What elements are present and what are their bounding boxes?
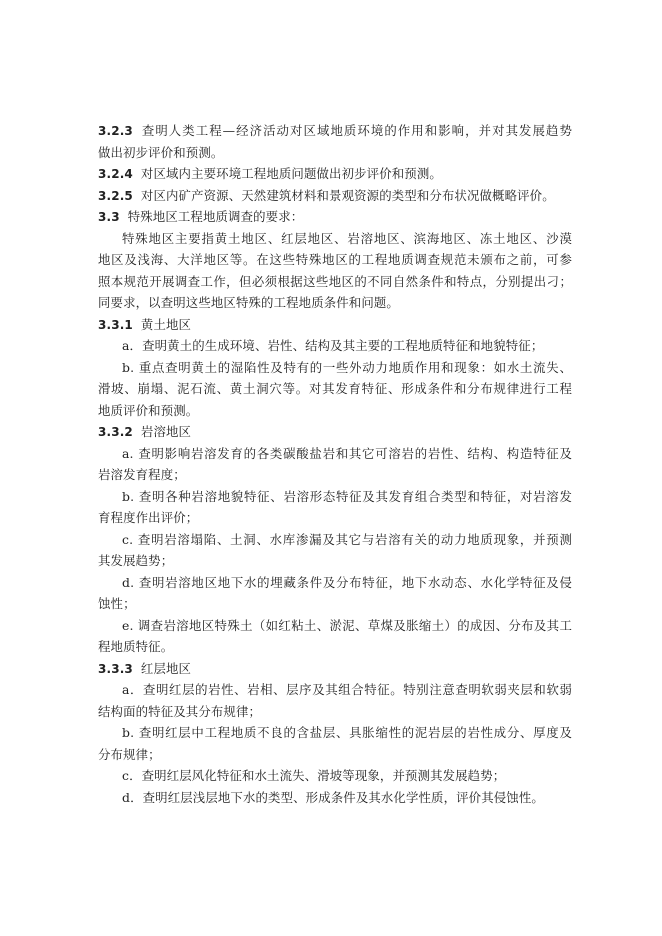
karst-item-a-line-2: 岩溶发育程度；	[98, 467, 186, 482]
clause-text: 黄土地区	[140, 316, 192, 332]
loess-item-b-line-2: 滑坡、崩塌、泥石流、黄土洞穴等。对其发育特征、形成条件和分布规律进行工程	[98, 381, 572, 396]
clause-3-2-4	[98, 163, 572, 185]
redbed-item-b-line-1: b. 查明红层中工程地质不良的含盐层、具胀缩性的泥岩层的岩性成分、厚度及	[122, 725, 572, 740]
clause-3-2-3-line-2: 做出初步评价和预测。	[98, 144, 224, 160]
clause-text: 特殊地区工程地质调查的要求：	[127, 209, 304, 224]
karst-item-e-line-1: e. 调查岩溶地区特殊土（如红粘土、淤泥、草煤及胀缩土）的成因、分布及其工	[122, 617, 572, 633]
karst-item-e-line-2: 程地质特征。	[98, 639, 174, 654]
clause-3-3-3-heading	[98, 658, 572, 680]
clause-number: 3.2.4	[98, 167, 133, 181]
redbed-item-d: d．查明红层浅层地下水的类型、形成条件及其水化学性质，评价其侵蚀性。	[122, 789, 544, 805]
clause-text: 红层地区	[140, 660, 192, 676]
karst-item-b-line-2: 育程度作出评价；	[98, 510, 199, 525]
karst-item-b-line-1: b. 查明各种岩溶地貌特征、岩溶形态特征及其发育组合类型和特征，对岩溶发	[122, 488, 572, 504]
clause-number: 3.2.5	[98, 188, 133, 203]
redbed-item-c: c．查明红层风化特征和水土流失、滑坡等现象，并预测其发展趋势；	[122, 768, 506, 783]
loess-item-b-line-1: b. 重点查明黄土的湿陷性及特有的一些外动力地质作用和现象：如水土流失、	[122, 359, 572, 375]
clause-number: 3.3.1	[98, 317, 133, 332]
redbed-item-a-line-1: a．查明红层的岩性、岩相、层序及其组合特征。特别注意查明软弱夹层和软弱	[122, 682, 572, 697]
clause-text: 岩溶地区	[140, 424, 192, 439]
clause-number: 3.3.3	[98, 661, 133, 676]
karst-item-a-line-1: a. 查明影响岩溶发育的各类碳酸盐岩和其它可溶岩的岩性、结构、构造特征及	[122, 445, 572, 461]
clause-3-3-1-heading	[98, 314, 572, 336]
intro-line-3: 照本规范开展调查工作，但必须根据这些地区的不同自然条件和特点，分别提出刁；	[98, 273, 572, 289]
document-page	[98, 120, 572, 808]
redbed-item-a-line-2: 结构面的特征及其分布规律；	[98, 703, 262, 719]
intro-line-4: 同要求，以查明这些地区特殊的工程地质条件和问题。	[98, 295, 399, 310]
clause-text: 对区域内主要环境工程地质问题做出初步评价和预测。	[140, 166, 442, 181]
intro-line-2: 地区及浅海、大洋地区等。在这些特殊地区的工程地质调查规范未颁布之前，可参	[98, 252, 572, 267]
clause-3-2-5	[98, 185, 572, 207]
section-3-3-heading	[98, 206, 572, 228]
loess-item-b-line-3: 地质评价和预测。	[98, 402, 199, 418]
clause-3-2-3-line-1	[98, 120, 572, 142]
loess-item-a: a．查明黄土的生成环境、岩性、结构及其主要的工程地质特征和地貌特征；	[122, 338, 544, 353]
karst-item-c-line-1: c. 查明岩溶塌陷、土洞、水库渗漏及其它与岩溶有关的动力地质现象，并预测	[122, 531, 572, 547]
intro-line-1: 特殊地区主要指黄土地区、红层地区、岩溶地区、滨海地区、冻土地区、沙漠	[122, 230, 572, 246]
clause-text: 查明人类工程—经济活动对区域地质环境的作用和影响，并对其发展趋势	[140, 123, 572, 138]
clause-number: 3.3.2	[98, 425, 133, 439]
clause-3-3-2-heading	[98, 421, 572, 443]
clause-text: 对区内矿产资源、天然建筑材料和景观资源的类型和分布状况做概略评价。	[140, 187, 555, 203]
clause-number: 3.2.3	[98, 124, 133, 138]
clause-number: 3.3	[98, 210, 120, 224]
karst-item-d-line-1: d. 查明岩溶地区地下水的埋藏条件及分布特征，地下水动态、水化学特征及侵	[122, 574, 572, 590]
karst-item-c-line-2: 其发展趋势；	[98, 553, 174, 568]
redbed-item-b-line-2: 分布规律；	[98, 746, 161, 762]
karst-item-d-line-2: 蚀性；	[98, 596, 136, 611]
